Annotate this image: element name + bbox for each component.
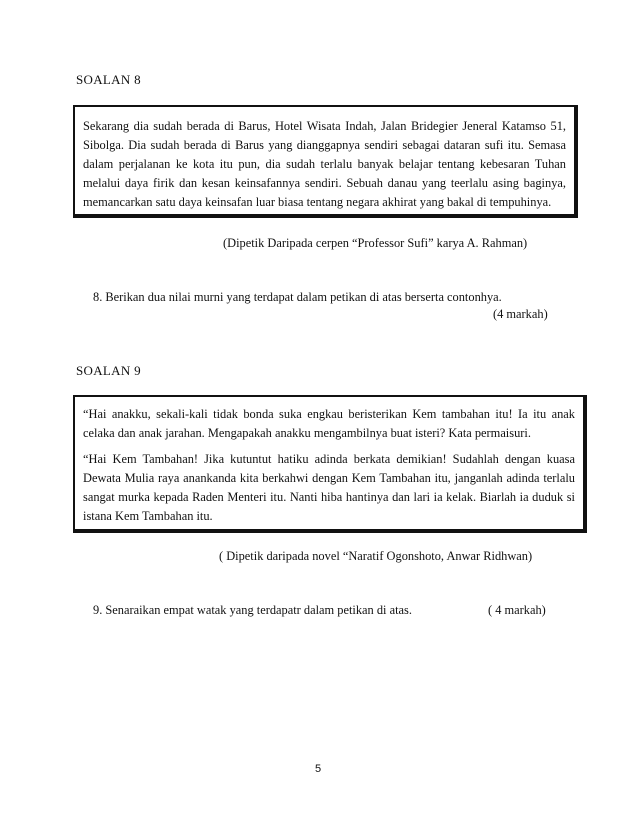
- soalan-9-passage-paragraph-2: “Hai Kem Tambahan! Jika kutuntut hatiku adinda berkata demikian! Sudahlah dengan kuasa Dewata Mulia raya anankanda kita berkahwi dengan Kem Tambahan itu, janganlah adinda terlalu sangat murka kepada Raden Menteri itu. Nanti hiba hantinya dan lari ia kelak. Biarlah ia duduk si istana Kem Tambahan itu.: [83, 452, 575, 523]
- soalan-8-source: (Dipetik Daripada cerpen “Professor Sufi” karya A. Rahman): [223, 236, 528, 250]
- page-number: 5: [315, 763, 322, 775]
- soalan-9-marks: ( 4 markah): [488, 603, 546, 617]
- soalan-8-passage-box: [73, 105, 578, 218]
- soalan-8-passage: Sekarang dia sudah berada di Barus, Hotel Wisata Indah, Jalan Bridegier Jeneral Katamso 51, Sibolga. Dia sudah berada di Barus yang dianggapnya sendiri sebagai dataran sufi itu. Semasa dalam perjalanan ke kota itu pun, dia sudah terlalu banyak belajar tentang kebesaran Tuhan melalui daya firik dan kesan keinsafannya sendiri. Sebuah danau yang teerlalu asing baginya, memancarkan satu daya keinsafan luar biasa tentang negara akhirat yang bakal di tempuhinya.: [83, 119, 566, 209]
- soalan-9-heading: SOALAN 9: [76, 363, 141, 378]
- soalan-8-heading: SOALAN 8: [76, 72, 141, 87]
- soalan-8-question: 8. Berikan dua nilai murni yang terdapat dalam petikan di atas berserta contonhya.: [93, 290, 502, 304]
- soalan-9-passage-paragraph-1: “Hai anakku, sekali-kali tidak bonda suka engkau beristerikan Kem tambahan itu! Ia itu anak celaka dan anak jarahan. Mengapakah anakku mengambilnya buat isteri? Kata permaisuri.: [83, 407, 575, 440]
- soalan-9-source: ( Dipetik daripada novel “Naratif Ogonshoto, Anwar Ridhwan): [219, 549, 533, 563]
- soalan-9-question: 9. Senaraikan empat watak yang terdapatr dalam petikan di atas.: [93, 603, 412, 617]
- soalan-9-passage-box: [73, 395, 587, 533]
- soalan-8-marks: (4 markah): [493, 307, 548, 321]
